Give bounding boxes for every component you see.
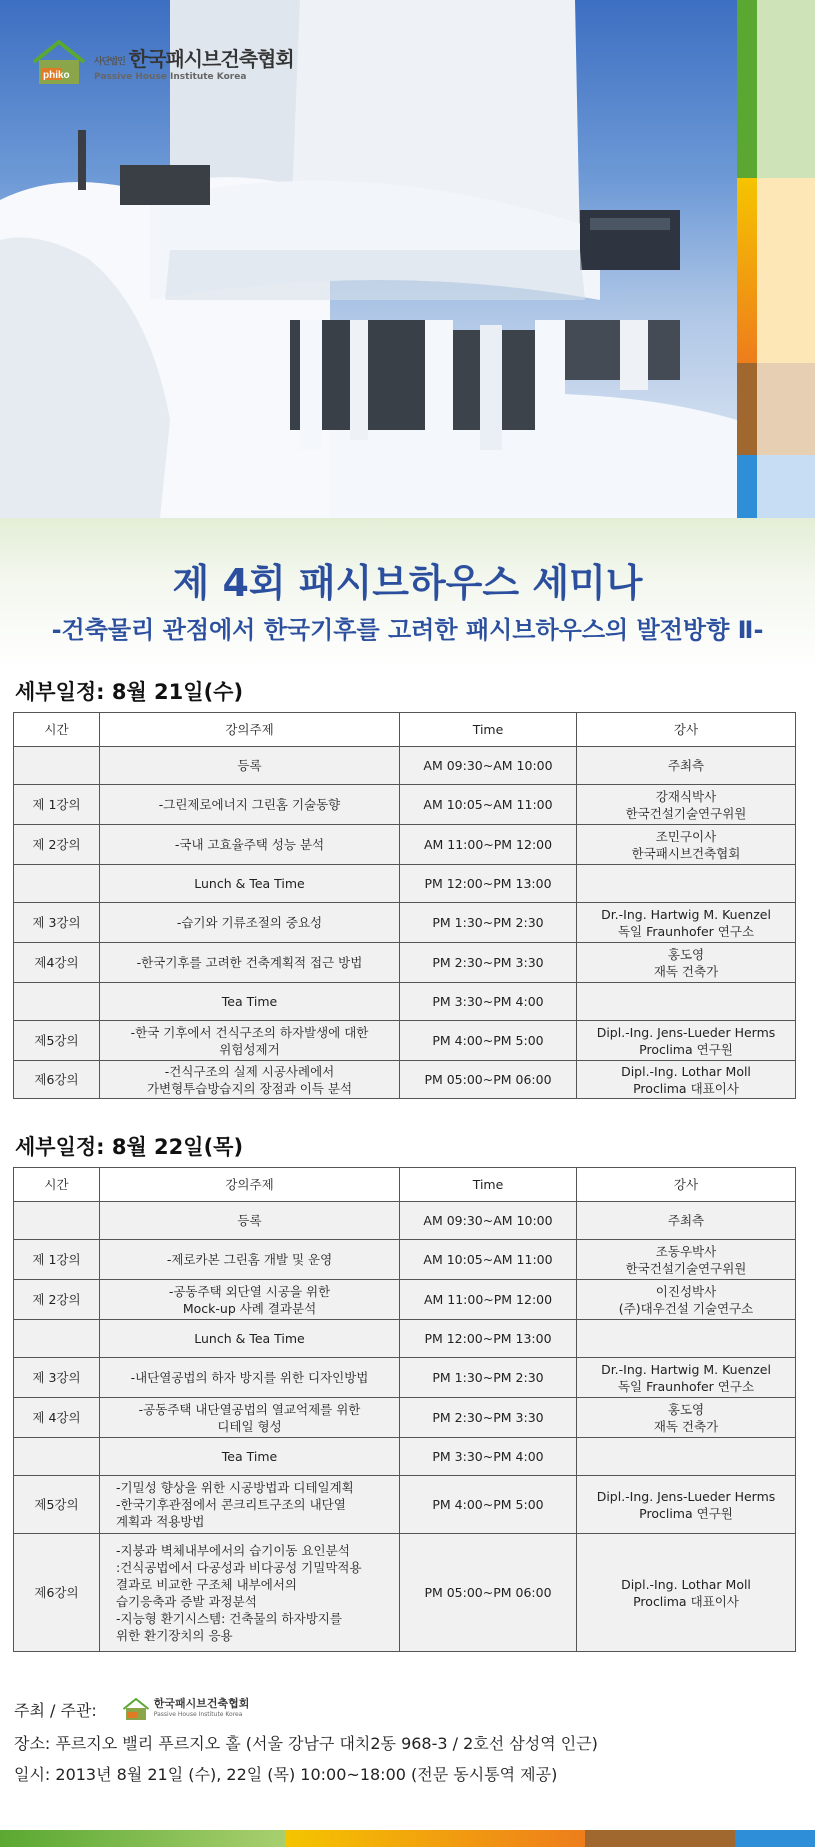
cell-speaker: 주최측	[577, 747, 796, 785]
house-logo-icon-small	[121, 1697, 151, 1721]
cell-topic: -기밀성 향상을 위한 시공방법과 디테일계획 -한국기후관점에서 콘크리트구조의 내단열 계획과 적용방법	[100, 1476, 400, 1534]
table-row	[14, 1280, 796, 1320]
cell-session: 제 1강의	[14, 1240, 100, 1280]
cell-session: 제 3강의	[14, 903, 100, 943]
column-header: 강의주제	[100, 1168, 400, 1202]
cell-time: PM 3:30~PM 4:00	[400, 1438, 577, 1476]
cell-topic: -건식구조의 실제 시공사례에서 가변형투습방습지의 장점과 이득 분석	[100, 1061, 400, 1099]
cell-session	[14, 1438, 100, 1476]
cell-speaker: Dr.-Ing. Hartwig M. Kuenzel 독일 Fraunhofer 연구소	[577, 903, 796, 943]
page-subtitle: -건축물리 관점에서 한국기후를 고려한 패시브하우스의 발전방향 Ⅱ-	[51, 616, 764, 644]
cell-time: AM 11:00~PM 12:00	[400, 1280, 577, 1320]
table-row	[14, 903, 796, 943]
house-logo-icon	[30, 38, 88, 86]
logo-small-text: 사단법인	[94, 56, 125, 67]
cell-topic: Lunch & Tea Time	[100, 865, 400, 903]
table-row	[14, 747, 796, 785]
cell-time: AM 10:05~AM 11:00	[400, 1240, 577, 1280]
cell-session: 제 4강의	[14, 1398, 100, 1438]
cell-topic: -한국 기후에서 건식구조의 하자발생에 대한 위험성제거	[100, 1021, 400, 1061]
column-header: 강사	[577, 713, 796, 747]
cell-session	[14, 865, 100, 903]
cell-speaker: Dipl.-Ing. Jens-Lueder Herms Proclima 연구원	[577, 1476, 796, 1534]
table-row	[14, 1358, 796, 1398]
cell-time: PM 05:00~PM 06:00	[400, 1534, 577, 1652]
cell-speaker: 조동우박사 한국건설기술연구위원	[577, 1240, 796, 1280]
cell-session: 제 2강의	[14, 825, 100, 865]
table-row	[14, 785, 796, 825]
cell-speaker: 강재식박사 한국건설기술연구위원	[577, 785, 796, 825]
cell-speaker: 홍도영 재독 건축가	[577, 1398, 796, 1438]
cell-time: AM 11:00~PM 12:00	[400, 825, 577, 865]
cell-session: 제5강의	[14, 1021, 100, 1061]
host-logo-english: Passive House Institute Korea	[153, 1711, 243, 1718]
day1-schedule-table	[13, 712, 796, 1099]
table-row	[14, 1061, 796, 1099]
cell-time: PM 05:00~PM 06:00	[400, 1061, 577, 1099]
cell-speaker: Dr.-Ing. Hartwig M. Kuenzel 독일 Fraunhofer 연구소	[577, 1358, 796, 1398]
day2-schedule-table	[13, 1167, 796, 1652]
cell-speaker	[577, 1438, 796, 1476]
day1-heading: 세부일정: 8월 21일(수)	[15, 680, 244, 704]
cell-time: PM 12:00~PM 13:00	[400, 1320, 577, 1358]
table-row	[14, 1202, 796, 1240]
cell-session: 제 2강의	[14, 1280, 100, 1320]
cell-speaker: 이진성박사 (주)대우건설 기술연구소	[577, 1280, 796, 1320]
organization-logo	[30, 38, 294, 86]
cell-time: PM 1:30~PM 2:30	[400, 1358, 577, 1398]
cell-session: 제6강의	[14, 1534, 100, 1652]
table-row	[14, 1534, 796, 1652]
cell-topic: -제로카본 그린홈 개발 및 운영	[100, 1240, 400, 1280]
cell-session: 제 3강의	[14, 1358, 100, 1398]
column-header: 시간	[14, 1168, 100, 1202]
cell-session: 제6강의	[14, 1061, 100, 1099]
column-header: Time	[400, 1168, 577, 1202]
table-row	[14, 865, 796, 903]
color-stripes	[737, 0, 815, 518]
cell-speaker: 주최측	[577, 1202, 796, 1240]
cell-time: PM 4:00~PM 5:00	[400, 1021, 577, 1061]
column-header: Time	[400, 713, 577, 747]
cell-time: PM 3:30~PM 4:00	[400, 983, 577, 1021]
cell-topic: Lunch & Tea Time	[100, 1320, 400, 1358]
cell-speaker: Dipl.-Ing. Jens-Lueder Herms Proclima 연구원	[577, 1021, 796, 1061]
cell-topic: -그린제로에너지 그린홈 기술동향	[100, 785, 400, 825]
cell-topic: -한국기후를 고려한 건축계획적 접근 방법	[100, 943, 400, 983]
hero-banner	[0, 0, 815, 518]
column-header: 강의주제	[100, 713, 400, 747]
table-header-row	[14, 1168, 796, 1202]
column-header: 강사	[577, 1168, 796, 1202]
cell-time: PM 12:00~PM 13:00	[400, 865, 577, 903]
table-row	[14, 1438, 796, 1476]
host-line	[14, 1697, 249, 1721]
table-row	[14, 1320, 796, 1358]
bottom-color-bar	[0, 1830, 815, 1847]
cell-topic: 등록	[100, 1202, 400, 1240]
cell-topic: -습기와 기류조절의 중요성	[100, 903, 400, 943]
cell-topic: -공동주택 외단열 시공을 위한 Mock-up 사례 결과분석	[100, 1280, 400, 1320]
logo-english-name: Passive House Institute Korea	[94, 71, 247, 82]
cell-time: AM 09:30~AM 10:00	[400, 747, 577, 785]
cell-speaker: 홍도영 재독 건축가	[577, 943, 796, 983]
cell-speaker: 조민구이사 한국패시브건축협회	[577, 825, 796, 865]
cell-topic: -공동주택 내단열공법의 열교억제를 위한 디테일 형성	[100, 1398, 400, 1438]
cell-topic: Tea Time	[100, 1438, 400, 1476]
venue-text: 장소: 푸르지오 밸리 푸르지오 홀 (서울 강남구 대치2동 968-3 / 2호선 삼성역 인근)	[14, 1734, 598, 1753]
cell-topic: -지붕과 벽체내부에서의 습기이동 요인분석 :건식공법에서 다공성과 비다공성 기밀막적용 결과로 비교한 구조체 내부에서의 습기응축과 증발 과정분석 -지능형 환기시스템: 건축물의 하자방지를 위한 환기장치의 응용	[100, 1534, 400, 1652]
table-row	[14, 983, 796, 1021]
cell-time: PM 2:30~PM 3:30	[400, 943, 577, 983]
day2-heading: 세부일정: 8월 22일(목)	[15, 1135, 244, 1159]
cell-topic: 등록	[100, 747, 400, 785]
host-logo-korean: 한국패시브건축협회	[153, 1697, 250, 1710]
cell-session	[14, 1320, 100, 1358]
table-row	[14, 1398, 796, 1438]
cell-session	[14, 1202, 100, 1240]
logo-mark-text: phiko	[43, 70, 70, 81]
cell-time: AM 09:30~AM 10:00	[400, 1202, 577, 1240]
cell-session: 제5강의	[14, 1476, 100, 1534]
datetime-text: 일시: 2013년 8월 21일 (수), 22일 (목) 10:00~18:00 (전문 동시통역 제공)	[14, 1765, 558, 1784]
cell-topic: Tea Time	[100, 983, 400, 1021]
page-title: 제 4회 패시브하우스 세미나	[172, 561, 643, 605]
column-header: 시간	[14, 713, 100, 747]
cell-time: PM 2:30~PM 3:30	[400, 1398, 577, 1438]
cell-session	[14, 747, 100, 785]
cell-speaker	[577, 865, 796, 903]
cell-topic: -내단열공법의 하자 방지를 위한 디자인방법	[100, 1358, 400, 1398]
host-logo	[121, 1697, 250, 1721]
cell-speaker: Dipl.-Ing. Lothar Moll Proclima 대표이사	[577, 1534, 796, 1652]
table-row	[14, 943, 796, 983]
cell-speaker: Dipl.-Ing. Lothar Moll Proclima 대표이사	[577, 1061, 796, 1099]
table-row	[14, 1240, 796, 1280]
logo-korean-name: 한국패시브건축협회	[128, 46, 294, 71]
cell-session	[14, 983, 100, 1021]
cell-speaker	[577, 1320, 796, 1358]
table-row	[14, 1476, 796, 1534]
cell-session: 제 1강의	[14, 785, 100, 825]
table-row	[14, 825, 796, 865]
cell-time: PM 1:30~PM 2:30	[400, 903, 577, 943]
cell-topic: -국내 고효율주택 성능 분석	[100, 825, 400, 865]
host-label: 주최 / 주관:	[14, 1700, 97, 1720]
cell-speaker	[577, 983, 796, 1021]
cell-time: PM 4:00~PM 5:00	[400, 1476, 577, 1534]
table-header-row	[14, 713, 796, 747]
table-row	[14, 1021, 796, 1061]
cell-time: AM 10:05~AM 11:00	[400, 785, 577, 825]
cell-session: 제4강의	[14, 943, 100, 983]
